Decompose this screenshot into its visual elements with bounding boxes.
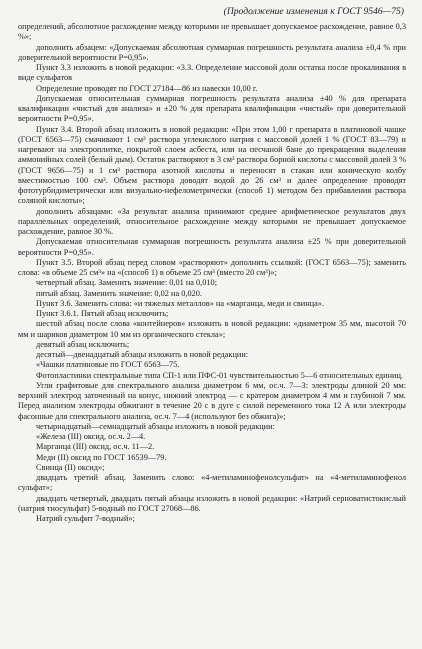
paragraph: Угли графитовые для спектрального анализа диаметром 6 мм, ос.ч. 7—3: электроды длиной 20 мм: верхний электрод заточенный на конус, нижний электрод — с кратером диаметром 4 мм и глубиной 7 мм. Перед анализом электроды обжигают в течение 20 с в дуге с силой переменного тока 12 А или электроды фасонные для спектрального анализа, ос.ч. 7—4 (используют без обжига)»;: [18, 380, 406, 421]
paragraph: девятый абзац исключить;: [36, 339, 130, 349]
paragraph: Пункт 3.6. Заменить слова: «и тяжелых металлов» на «марганца, меди и свинца».: [36, 298, 324, 308]
paragraph: определений, абсолютное расхождение между которыми не превышает допускаемое расхождение, равное 0,3 %»;: [18, 22, 406, 42]
paragraph: Допускаемая относительная суммарная погрешность результата анализа ±40 % для препарата квалификации «чистый для анализа» и ±20 % для препарата квалификации «чистый» при доверительной вероятности P=0,95».: [18, 93, 406, 124]
paragraph: Натрий сульфит 7-водный»;: [36, 514, 135, 523]
paragraph: «Железа (III) оксид, ос.ч. 2—4.: [36, 432, 146, 441]
page-header: (Продолжение изменения к ГОСТ 9546—75): [223, 6, 404, 17]
paragraph: Пункт 3.5. Второй абзац перед словом «растворяют» дополнить ссылкой: (ГОСТ 6563—75); заменить слова: «в объеме 25 см³» на «(способ 1) в объеме 25 см³ (вместо 20 см³)»;: [18, 257, 406, 277]
paragraph: дополнить абзацами: «За результат анализа принимают среднее арифметическое результатов двух параллельных определений, относительное расхождение между которыми не превышает допускаемое расхождение, равное 30 %.: [18, 206, 406, 236]
paragraph: пятый абзац. Заменить значение: 0,02 на 0,020.: [36, 288, 202, 298]
paragraph: дополнить абзацем: «Допускаемая абсолютная суммарная погрешность результата анализа ±0,4 % при доверительной вероятности P=0,95».: [18, 42, 406, 62]
document-body: [18, 22, 406, 524]
paragraph: «Чашки платиновые по ГОСТ 6563—75.: [36, 360, 180, 370]
paragraph: Пункт 3.6.1. Пятый абзац исключить;: [36, 309, 169, 318]
paragraph: Допускаемая относительная суммарная погрешность результата анализа ±25 % при доверительной вероятности P=0,95».: [18, 237, 406, 257]
paragraph: шестой абзац после слова «контейнеров» изложить в новой редакции: «диаметром 35 мм, высотой 70 мм и шариков диаметром 10 мм из органического стекла»;: [18, 319, 406, 339]
paragraph: Пункт 3.4. Второй абзац изложить в новой редакции: «При этом 1,00 г препарата в платиновой чашке (ГОСТ 6563—75) смачивают 1 см³ раствора углекислого натрия с массовой долей 1 % (ГОСТ 83—79) и нагревают на электроплитке, покрытой слоем асбеста, или на песчаной бане до прекращения выделения аммонийных солей (белый дым). Остаток растворяют в 3 см³ раствора борной кислоты с массовой долей 3 % (ГОСТ 9656—75) и 1 см³ раствора азотной кислоты и переносят в стакан или коническую колбу вместимостью 100 см³. Объем раствора доводят водой до 26 см³ и далее определение проводят фототурбидиметрически или визуально-нефелометрически (способ 1) методом без прибавления раствора соляной кислоты»;: [18, 124, 406, 206]
paragraph: Пункт 3.3 изложить в новой редакции: «3.3. Определение массовой доли остатка после прокаливания в виде сульфатов: [18, 63, 406, 83]
paragraph: Фотопластинки спектральные типа СП-1 или ПФС-01 чувствительностью 5—6 относительных единиц.: [36, 370, 403, 380]
paragraph: десятый—двенадцатый абзацы изложить в новой редакции:: [36, 350, 249, 359]
paragraph: Определение проводят по ГОСТ 27184—86 из навески 10,00 г.: [36, 83, 258, 93]
paragraph: двадцать третий абзац. Заменить слово: «4-метиламинофенолсульфат» на «4-метиламинофенол сульфат»;: [18, 473, 406, 493]
paragraph: Марганца (III) оксид, ос.ч. 11—2.: [36, 442, 155, 452]
paragraph: Свинца (II) оксид»;: [36, 462, 105, 472]
paragraph: четырнадцатый—семнадцатый абзацы изложить в новой редакции:: [36, 421, 275, 431]
paragraph: двадцать четвертый, двадцать пятый абзацы изложить в новой редакции: «Натрий серноватистокислый (натрия тиосульфат) 5-водный по ГОСТ 27068—86.: [18, 493, 406, 513]
paragraph: четвертый абзац. Заменить значение: 0,01 на 0,010;: [36, 278, 218, 288]
paragraph: Меди (II) оксид по ГОСТ 16539—79.: [36, 452, 167, 462]
